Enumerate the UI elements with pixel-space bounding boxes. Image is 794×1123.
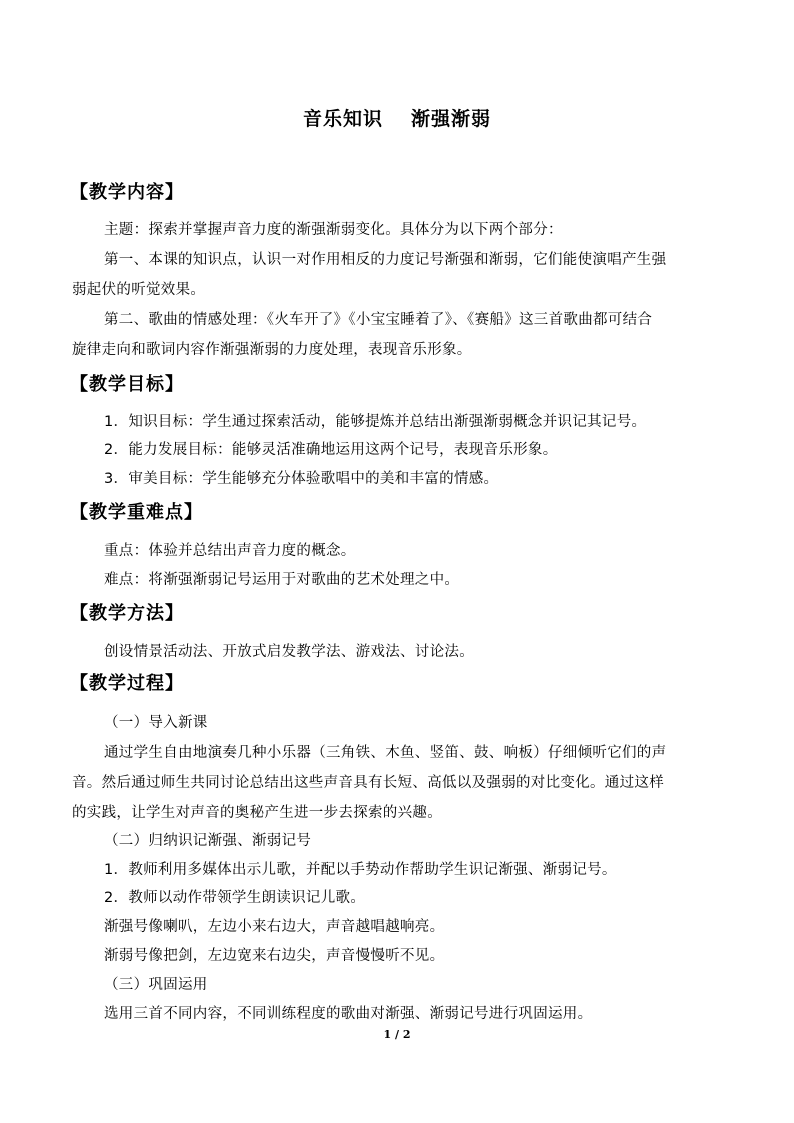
process-line-1: （一）导入新课 [104,715,208,731]
key-points-line-1: 重点：体验并总结出声音力度的概念。 [104,543,356,559]
content-line-3: 弱起伏的听觉效果。 [72,282,206,298]
process-line-9: 渐弱号像把剑，左边宽来右边尖，声音慢慢听不见。 [104,948,445,964]
goals-line-2: 2．能力发展目标：能够灵活准确地运用这两个记号，表现音乐形象。 [104,442,558,458]
process-line-7: 2．教师以动作带领学生朗读识记儿歌。 [104,890,366,906]
key-points-line-2: 难点：将渐强渐弱记号运用于对歌曲的艺术处理之中。 [104,572,460,588]
methods-line-1: 创设情景活动法、开放式启发教学法、游戏法、讨论法。 [104,644,474,660]
goals-line-1: 1．知识目标：学生通过探索活动，能够提炼并总结出渐强渐弱概念并识记其记号。 [104,414,647,430]
content-line-1: 主题：探索并掌握声音力度的渐强渐弱变化。具体分为以下两个部分： [104,222,563,238]
title-part-2: 渐强渐弱 [411,108,492,130]
page-title [0,104,794,131]
title-part-1: 音乐知识 [302,108,383,130]
process-line-10: （三）巩固运用 [104,977,208,993]
process-line-4: 的实践，让学生对声音的奥秘产生进一步去探索的兴趣。 [72,805,442,821]
process-line-2: 通过学生自由地演奏几种小乐器（三角铁、木鱼、竖笛、鼓、响板）仔细倾听它们的声 [104,745,667,761]
content-line-5: 旋律走向和歌词内容作渐强渐弱的力度处理，表现音乐形象。 [72,342,472,358]
content-line-4: 第二、歌曲的情感处理：《火车开了》《小宝宝睡着了》、《赛船》这三首歌曲都可结合 [104,312,653,328]
process-line-3: 音。然后通过师生共同讨论总结出这些声音具有长短、高低以及强弱的对比变化。通过这样 [72,775,664,791]
process-line-8: 渐强号像喇叭，左边小来右边大，声音越唱越响亮。 [104,919,445,935]
section-heading-content: 【教学内容】 [70,182,184,203]
section-heading-methods: 【教学方法】 [70,603,184,624]
process-line-11: 选用三首不同内容，不同训练程度的歌曲对渐强、渐弱记号进行巩固运用。 [104,1006,593,1022]
section-heading-key-points: 【教学重难点】 [70,502,203,523]
process-line-6: 1．教师利用多媒体出示儿歌，并配以手势动作帮助学生识记渐强、渐弱记号。 [104,862,617,878]
page-number: 1 / 2 [383,1028,411,1041]
section-heading-goals: 【教学目标】 [70,374,184,395]
goals-line-3: 3．审美目标：学生能够充分体验歌唱中的美和丰富的情感。 [104,471,499,487]
process-line-5: （二）归纳识记渐强、渐弱记号 [104,833,312,849]
content-line-2: 第一、本课的知识点，认识一对作用相反的力度记号渐强和渐弱，它们能使演唱产生强 [104,252,667,268]
section-heading-process: 【教学过程】 [70,673,184,694]
